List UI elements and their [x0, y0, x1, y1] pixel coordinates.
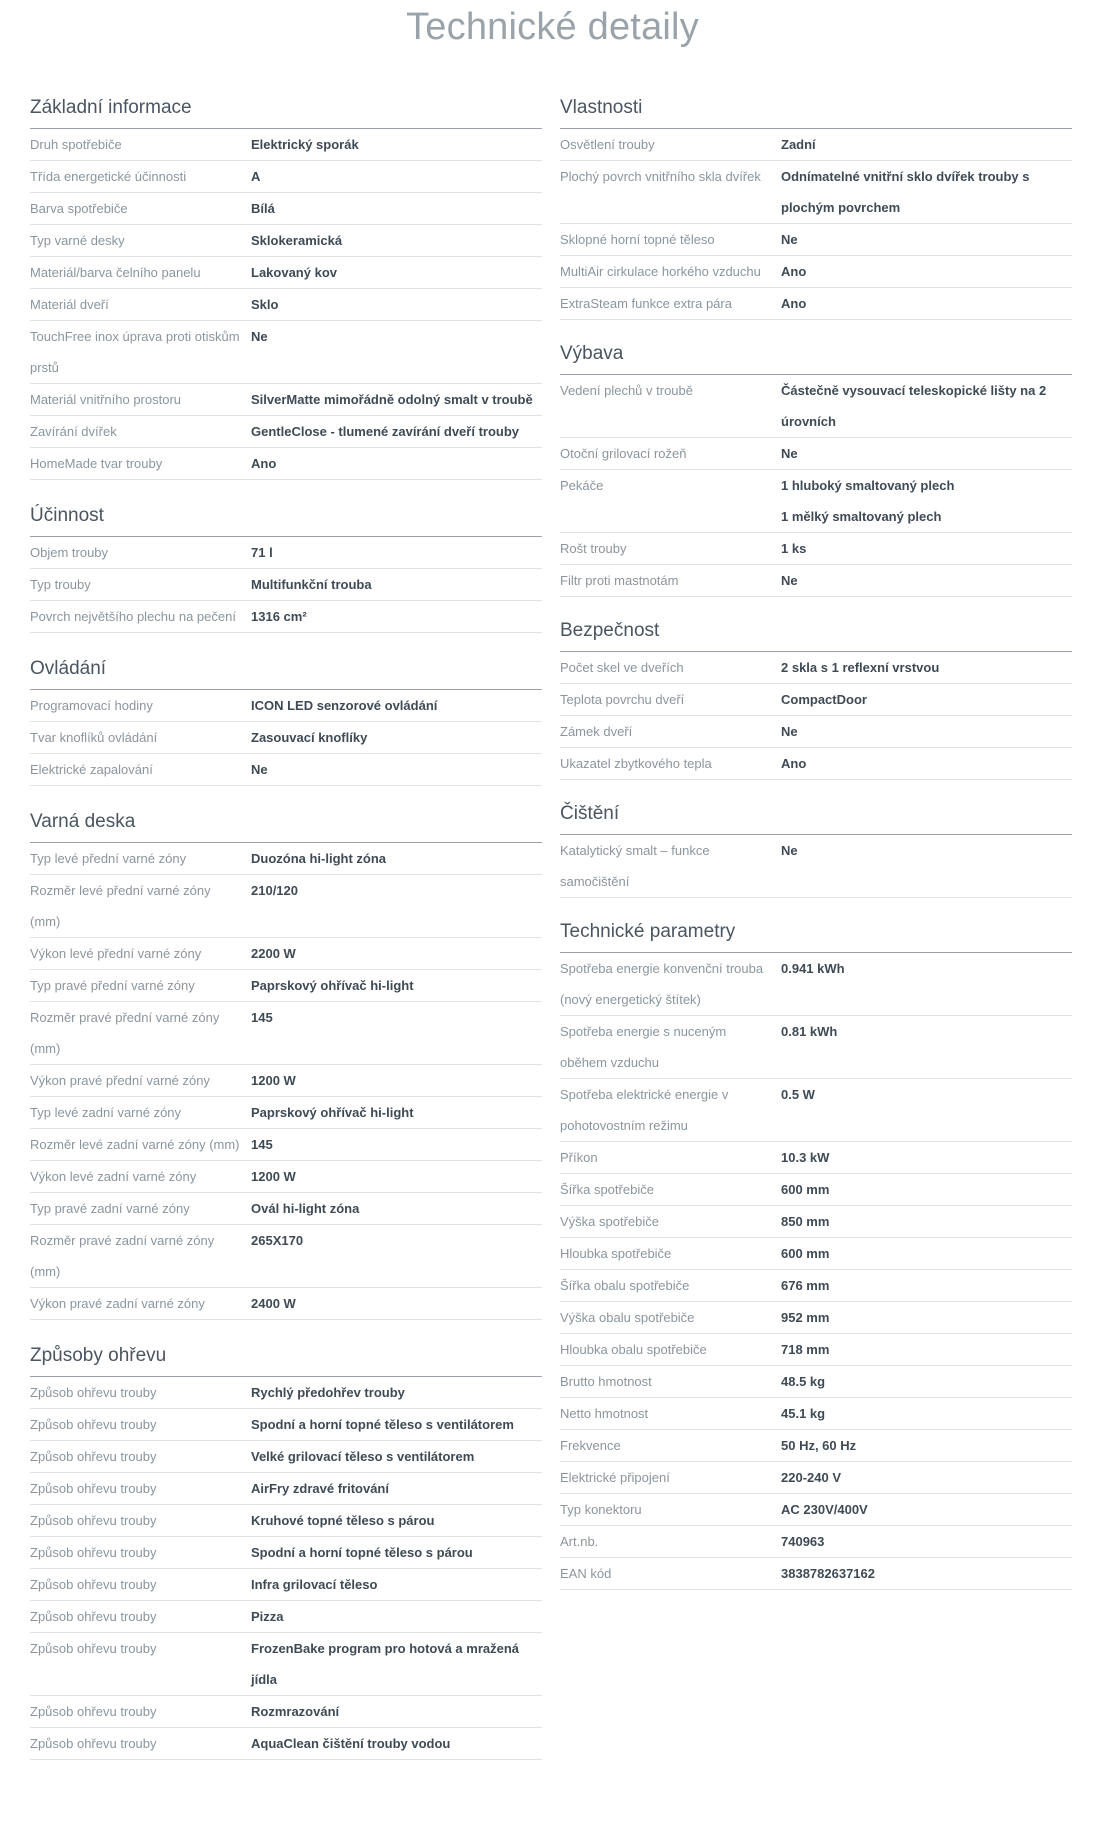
- spec-row: [560, 1334, 1072, 1366]
- spec-value: Ne: [781, 446, 798, 461]
- spec-value: 2200 W: [251, 946, 296, 961]
- spec-label: Výkon levé přední varné zóny: [30, 946, 202, 961]
- spec-row: [560, 1366, 1072, 1398]
- spec-label: Příkon: [560, 1150, 598, 1165]
- spec-label: Typ pravé zadní varné zóny: [30, 1201, 190, 1216]
- spec-row: [560, 1016, 1072, 1079]
- spec-section-ucinnost: [30, 504, 542, 633]
- spec-row: [560, 1430, 1072, 1462]
- spec-value: AquaClean čištění trouby vodou: [251, 1736, 451, 1751]
- spec-section-zakladni-informace: [30, 96, 542, 480]
- left-column: [30, 96, 542, 1784]
- spec-label: Netto hmotnost: [560, 1406, 649, 1421]
- spec-value: FrozenBake program pro hotová a mražená jídla: [251, 1641, 520, 1687]
- spec-label: Rozměr levé zadní varné zóny (mm): [30, 1137, 240, 1152]
- page-title: Technické detaily: [406, 6, 699, 48]
- spec-label: Šířka spotřebiče: [560, 1182, 654, 1197]
- spec-label: Rozměr pravé zadní varné zóny (mm): [30, 1233, 215, 1279]
- spec-row: [560, 533, 1072, 565]
- spec-row: [560, 1174, 1072, 1206]
- spec-row: [560, 684, 1072, 716]
- spec-value: GentleClose - tlumené zavírání dveří trouby: [251, 424, 520, 439]
- section-title: Způsoby ohřevu: [30, 1344, 542, 1377]
- spec-row: [560, 1462, 1072, 1494]
- spec-row: [560, 1526, 1072, 1558]
- spec-value: Duozóna hi-light zóna: [251, 851, 387, 866]
- spec-row: [30, 1505, 542, 1537]
- spec-row: [30, 416, 542, 448]
- spec-section-cisteni: [560, 802, 1072, 898]
- spec-row: [30, 875, 542, 938]
- spec-row: [30, 1097, 542, 1129]
- spec-value: 220-240 V: [781, 1470, 841, 1485]
- spec-row: [30, 843, 542, 875]
- spec-row: [30, 1193, 542, 1225]
- spec-label: Třída energetické účinnosti: [30, 169, 187, 184]
- spec-value: 952 mm: [781, 1310, 830, 1325]
- spec-label: Způsob ohřevu trouby: [30, 1736, 157, 1751]
- spec-label: Typ varné desky: [30, 233, 125, 248]
- spec-row: [560, 1494, 1072, 1526]
- spec-value: 71 l: [251, 545, 273, 560]
- spec-label: Elektrické zapalování: [30, 762, 153, 777]
- spec-row: [560, 1142, 1072, 1174]
- spec-section-vybava: [560, 342, 1072, 597]
- spec-label: Brutto hmotnost: [560, 1374, 652, 1389]
- spec-value: 600 mm: [781, 1246, 830, 1261]
- spec-row: [30, 1409, 542, 1441]
- spec-value: Ano: [781, 756, 807, 771]
- spec-value: Lakovaný kov: [251, 265, 337, 280]
- spec-value: 2 skla s 1 reflexní vrstvou: [781, 660, 940, 675]
- spec-label: Elektrické připojení: [560, 1470, 670, 1485]
- spec-row: [30, 289, 542, 321]
- spec-row: [30, 722, 542, 754]
- spec-value: 45.1 kg: [781, 1406, 826, 1421]
- spec-label: Zavírání dvířek: [30, 424, 117, 439]
- spec-value: 2400 W: [251, 1296, 296, 1311]
- spec-value: 265X170: [251, 1233, 304, 1248]
- spec-label: Výška obalu spotřebiče: [560, 1310, 695, 1325]
- spec-value: Bílá: [251, 201, 275, 216]
- spec-row: [560, 375, 1072, 438]
- spec-label: Typ levé přední varné zóny: [30, 851, 187, 866]
- spec-value: Rozmrazování: [251, 1704, 340, 1719]
- spec-row: [560, 1206, 1072, 1238]
- spec-label: Plochý povrch vnitřního skla dvířek: [560, 169, 761, 184]
- spec-label: Katalytický smalt – funkce samočištění: [560, 843, 710, 889]
- spec-value: 10.3 kW: [781, 1150, 830, 1165]
- spec-label: Způsob ohřevu trouby: [30, 1481, 157, 1496]
- section-title: Varná deska: [30, 810, 542, 843]
- spec-label: ExtraSteam funkce extra pára: [560, 296, 732, 311]
- spec-label: Tvar knoflíků ovládání: [30, 730, 158, 745]
- spec-row: [30, 1473, 542, 1505]
- spec-value: 740963: [781, 1534, 825, 1549]
- spec-label: Teplota povrchu dveří: [560, 692, 685, 707]
- spec-value: Paprskový ohřívač hi-light: [251, 1105, 414, 1120]
- spec-label: Způsob ohřevu trouby: [30, 1385, 157, 1400]
- spec-value: AirFry zdravé fritování: [251, 1481, 389, 1496]
- section-title: Čištění: [560, 802, 1072, 835]
- spec-value: 676 mm: [781, 1278, 830, 1293]
- spec-label: Zámek dveří: [560, 724, 633, 739]
- spec-value: Ano: [781, 264, 807, 279]
- spec-row: [30, 1065, 542, 1097]
- spec-row: [30, 1225, 542, 1288]
- spec-label: Spotřeba energie konvenční trouba (nový energetický štítek): [560, 961, 764, 1007]
- spec-label: Barva spotřebiče: [30, 201, 128, 216]
- spec-label: TouchFree inox úprava proti otiskům prstů: [30, 329, 240, 375]
- spec-label: Šířka obalu spotřebiče: [560, 1278, 690, 1293]
- spec-label: Hloubka spotřebiče: [560, 1246, 672, 1261]
- spec-value: 0.941 kWh: [781, 961, 845, 976]
- spec-value: SilverMatte mimořádně odolný smalt v troubě: [251, 392, 533, 407]
- spec-label: Rošt trouby: [560, 541, 627, 556]
- spec-row: [560, 224, 1072, 256]
- spec-value: 145: [251, 1010, 273, 1025]
- spec-row: [560, 1079, 1072, 1142]
- spec-row: [30, 321, 542, 384]
- spec-value: Multifunkční trouba: [251, 577, 372, 592]
- spec-row: [560, 288, 1072, 320]
- section-title: Vlastnosti: [560, 96, 1072, 129]
- spec-value: Kruhové topné těleso s párou: [251, 1513, 435, 1528]
- spec-label: Rozměr levé přední varné zóny (mm): [30, 883, 211, 929]
- spec-row: [560, 1558, 1072, 1590]
- spec-section-bezpecnost: [560, 619, 1072, 780]
- spec-label: Ukazatel zbytkového tepla: [560, 756, 712, 771]
- spec-value: Sklo: [251, 297, 279, 312]
- spec-row: [30, 1696, 542, 1728]
- spec-label: HomeMade tvar trouby: [30, 456, 163, 471]
- spec-value: 0.81 kWh: [781, 1024, 838, 1039]
- spec-row: [30, 129, 542, 161]
- spec-row: [30, 225, 542, 257]
- spec-row: [560, 565, 1072, 597]
- spec-value: 1 hluboký smaltovaný plech 1 mělký smaltovaný plech: [781, 478, 955, 524]
- spec-label: Materiál dveří: [30, 297, 109, 312]
- spec-label: Druh spotřebiče: [30, 137, 122, 152]
- spec-row: [30, 1288, 542, 1320]
- section-title: Technické parametry: [560, 920, 1072, 953]
- spec-row: [560, 438, 1072, 470]
- spec-value: 1 ks: [781, 541, 807, 556]
- spec-section-ovladani: [30, 657, 542, 786]
- spec-label: Art.nb.: [560, 1534, 599, 1549]
- spec-label: Způsob ohřevu trouby: [30, 1545, 157, 1560]
- spec-row: [30, 1601, 542, 1633]
- spec-label: Rozměr pravé přední varné zóny (mm): [30, 1010, 220, 1056]
- spec-row: [560, 161, 1072, 224]
- spec-value: Odnímatelné vnitřní sklo dvířek trouby s plochým povrchem: [781, 169, 1030, 215]
- spec-value: 50 Hz, 60 Hz: [781, 1438, 857, 1453]
- section-title: Základní informace: [30, 96, 542, 129]
- spec-row: [30, 754, 542, 786]
- spec-value: Ne: [781, 843, 798, 858]
- spec-row: [30, 1569, 542, 1601]
- spec-value: Velké grilovací těleso s ventilátorem: [251, 1449, 475, 1464]
- spec-value: 718 mm: [781, 1342, 830, 1357]
- spec-value: 1200 W: [251, 1073, 296, 1088]
- spec-row: [30, 537, 542, 569]
- section-title: Ovládání: [30, 657, 542, 690]
- spec-label: Objem trouby: [30, 545, 109, 560]
- spec-value: Spodní a horní topné těleso s párou: [251, 1545, 473, 1560]
- spec-label: Typ pravé přední varné zóny: [30, 978, 195, 993]
- spec-value: Paprskový ohřívač hi-light: [251, 978, 414, 993]
- spec-value: Ne: [251, 762, 268, 777]
- spec-label: Výkon pravé přední varné zóny: [30, 1073, 210, 1088]
- spec-row: [560, 1238, 1072, 1270]
- spec-label: Typ levé zadní varné zóny: [30, 1105, 182, 1120]
- spec-row: [30, 970, 542, 1002]
- spec-value: Spodní a horní topné těleso s ventilátorem: [251, 1417, 514, 1432]
- spec-label: Filtr proti mastnotám: [560, 573, 679, 588]
- spec-row: [30, 161, 542, 193]
- spec-value: Ne: [781, 724, 798, 739]
- spec-label: Počet skel ve dveřích: [560, 660, 684, 675]
- spec-value: 210/120: [251, 883, 298, 898]
- spec-label: Způsob ohřevu trouby: [30, 1449, 157, 1464]
- spec-value: Částečně vysouvací teleskopické lišty na 2 úrovních: [781, 383, 1047, 429]
- spec-value: Ne: [251, 329, 268, 344]
- spec-label: Materiál/barva čelního panelu: [30, 265, 201, 280]
- spec-row: [30, 1161, 542, 1193]
- spec-row: [30, 1002, 542, 1065]
- spec-row: [30, 1728, 542, 1760]
- spec-value: Ne: [781, 232, 798, 247]
- spec-row: [560, 1302, 1072, 1334]
- spec-label: Pekáče: [560, 478, 604, 493]
- spec-label: Způsob ohřevu trouby: [30, 1641, 157, 1656]
- spec-value: Ne: [781, 573, 798, 588]
- spec-value: ICON LED senzorové ovládání: [251, 698, 438, 713]
- spec-row: [560, 835, 1072, 898]
- spec-label: Vedení plechů v troubě: [560, 383, 693, 398]
- spec-label: Způsob ohřevu trouby: [30, 1577, 157, 1592]
- spec-label: Výkon pravé zadní varné zóny: [30, 1296, 205, 1311]
- spec-label: MultiAir cirkulace horkého vzduchu: [560, 264, 761, 279]
- spec-section-vlastnosti: [560, 96, 1072, 320]
- spec-label: Frekvence: [560, 1438, 621, 1453]
- spec-label: Otoční grilovací rožeň: [560, 446, 687, 461]
- spec-label: Povrch největšího plechu na pečení: [30, 609, 236, 624]
- spec-row: [560, 1270, 1072, 1302]
- spec-section-varna-deska: [30, 810, 542, 1320]
- spec-row: [560, 470, 1072, 533]
- spec-row: [30, 1441, 542, 1473]
- spec-label: Hloubka obalu spotřebiče: [560, 1342, 707, 1357]
- spec-value: Sklokeramická: [251, 233, 343, 248]
- spec-row: [30, 938, 542, 970]
- spec-label: Výška spotřebiče: [560, 1214, 659, 1229]
- spec-value: AC 230V/400V: [781, 1502, 868, 1517]
- section-title: Účinnost: [30, 504, 542, 537]
- spec-value: 145: [251, 1137, 273, 1152]
- spec-label: Osvětlení trouby: [560, 137, 655, 152]
- spec-value: Zadní: [781, 137, 816, 152]
- spec-section-zpusoby-ohrevu: [30, 1344, 542, 1760]
- spec-value: Rychlý předohřev trouby: [251, 1385, 405, 1400]
- spec-row: [30, 601, 542, 633]
- spec-label: Způsob ohřevu trouby: [30, 1609, 157, 1624]
- spec-row: [30, 1129, 542, 1161]
- spec-row: [30, 448, 542, 480]
- spec-value: 48.5 kg: [781, 1374, 826, 1389]
- spec-value: Infra grilovací těleso: [251, 1577, 378, 1592]
- spec-label: EAN kód: [560, 1566, 612, 1581]
- spec-row: [560, 129, 1072, 161]
- spec-value: 1200 W: [251, 1169, 296, 1184]
- spec-row: [30, 384, 542, 416]
- spec-label: Spotřeba elektrické energie v pohotovostním režimu: [560, 1087, 729, 1133]
- spec-row: [30, 690, 542, 722]
- spec-row: [560, 1398, 1072, 1430]
- spec-section-technicke-parametry: [560, 920, 1072, 1590]
- spec-row: [560, 748, 1072, 780]
- spec-value: 600 mm: [781, 1182, 830, 1197]
- right-column: [560, 96, 1072, 1612]
- spec-row: [30, 257, 542, 289]
- spec-value: Elektrický sporák: [251, 137, 359, 152]
- spec-label: Typ konektoru: [560, 1502, 642, 1517]
- spec-row: [560, 256, 1072, 288]
- spec-value: A: [251, 169, 261, 184]
- spec-row: [560, 716, 1072, 748]
- spec-row: [30, 569, 542, 601]
- spec-row: [30, 1633, 542, 1696]
- spec-value: Ovál hi-light zóna: [251, 1201, 360, 1216]
- spec-row: [30, 193, 542, 225]
- spec-label: Typ trouby: [30, 577, 91, 592]
- spec-label: Programovací hodiny: [30, 698, 153, 713]
- spec-value: Zasouvací knoflíky: [251, 730, 368, 745]
- spec-value: 850 mm: [781, 1214, 830, 1229]
- spec-value: Ano: [781, 296, 807, 311]
- spec-value: 1316 cm²: [251, 609, 307, 624]
- section-title: Bezpečnost: [560, 619, 1072, 652]
- spec-label: Spotřeba energie s nuceným oběhem vzduchu: [560, 1024, 727, 1070]
- spec-value: CompactDoor: [781, 692, 867, 707]
- spec-label: Způsob ohřevu trouby: [30, 1513, 157, 1528]
- section-title: Výbava: [560, 342, 1072, 375]
- spec-row: [560, 652, 1072, 684]
- spec-label: Materiál vnitřního prostoru: [30, 392, 182, 407]
- spec-row: [30, 1377, 542, 1409]
- spec-label: Způsob ohřevu trouby: [30, 1417, 157, 1432]
- spec-value: Pizza: [251, 1609, 284, 1624]
- spec-label: Sklopné horní topné těleso: [560, 232, 715, 247]
- spec-label: Způsob ohřevu trouby: [30, 1704, 157, 1719]
- spec-value: Ano: [251, 456, 277, 471]
- spec-row: [30, 1537, 542, 1569]
- spec-value: 0.5 W: [781, 1087, 815, 1102]
- spec-row: [560, 953, 1072, 1016]
- spec-label: Výkon levé zadní varné zóny: [30, 1169, 197, 1184]
- spec-value: 3838782637162: [781, 1566, 875, 1581]
